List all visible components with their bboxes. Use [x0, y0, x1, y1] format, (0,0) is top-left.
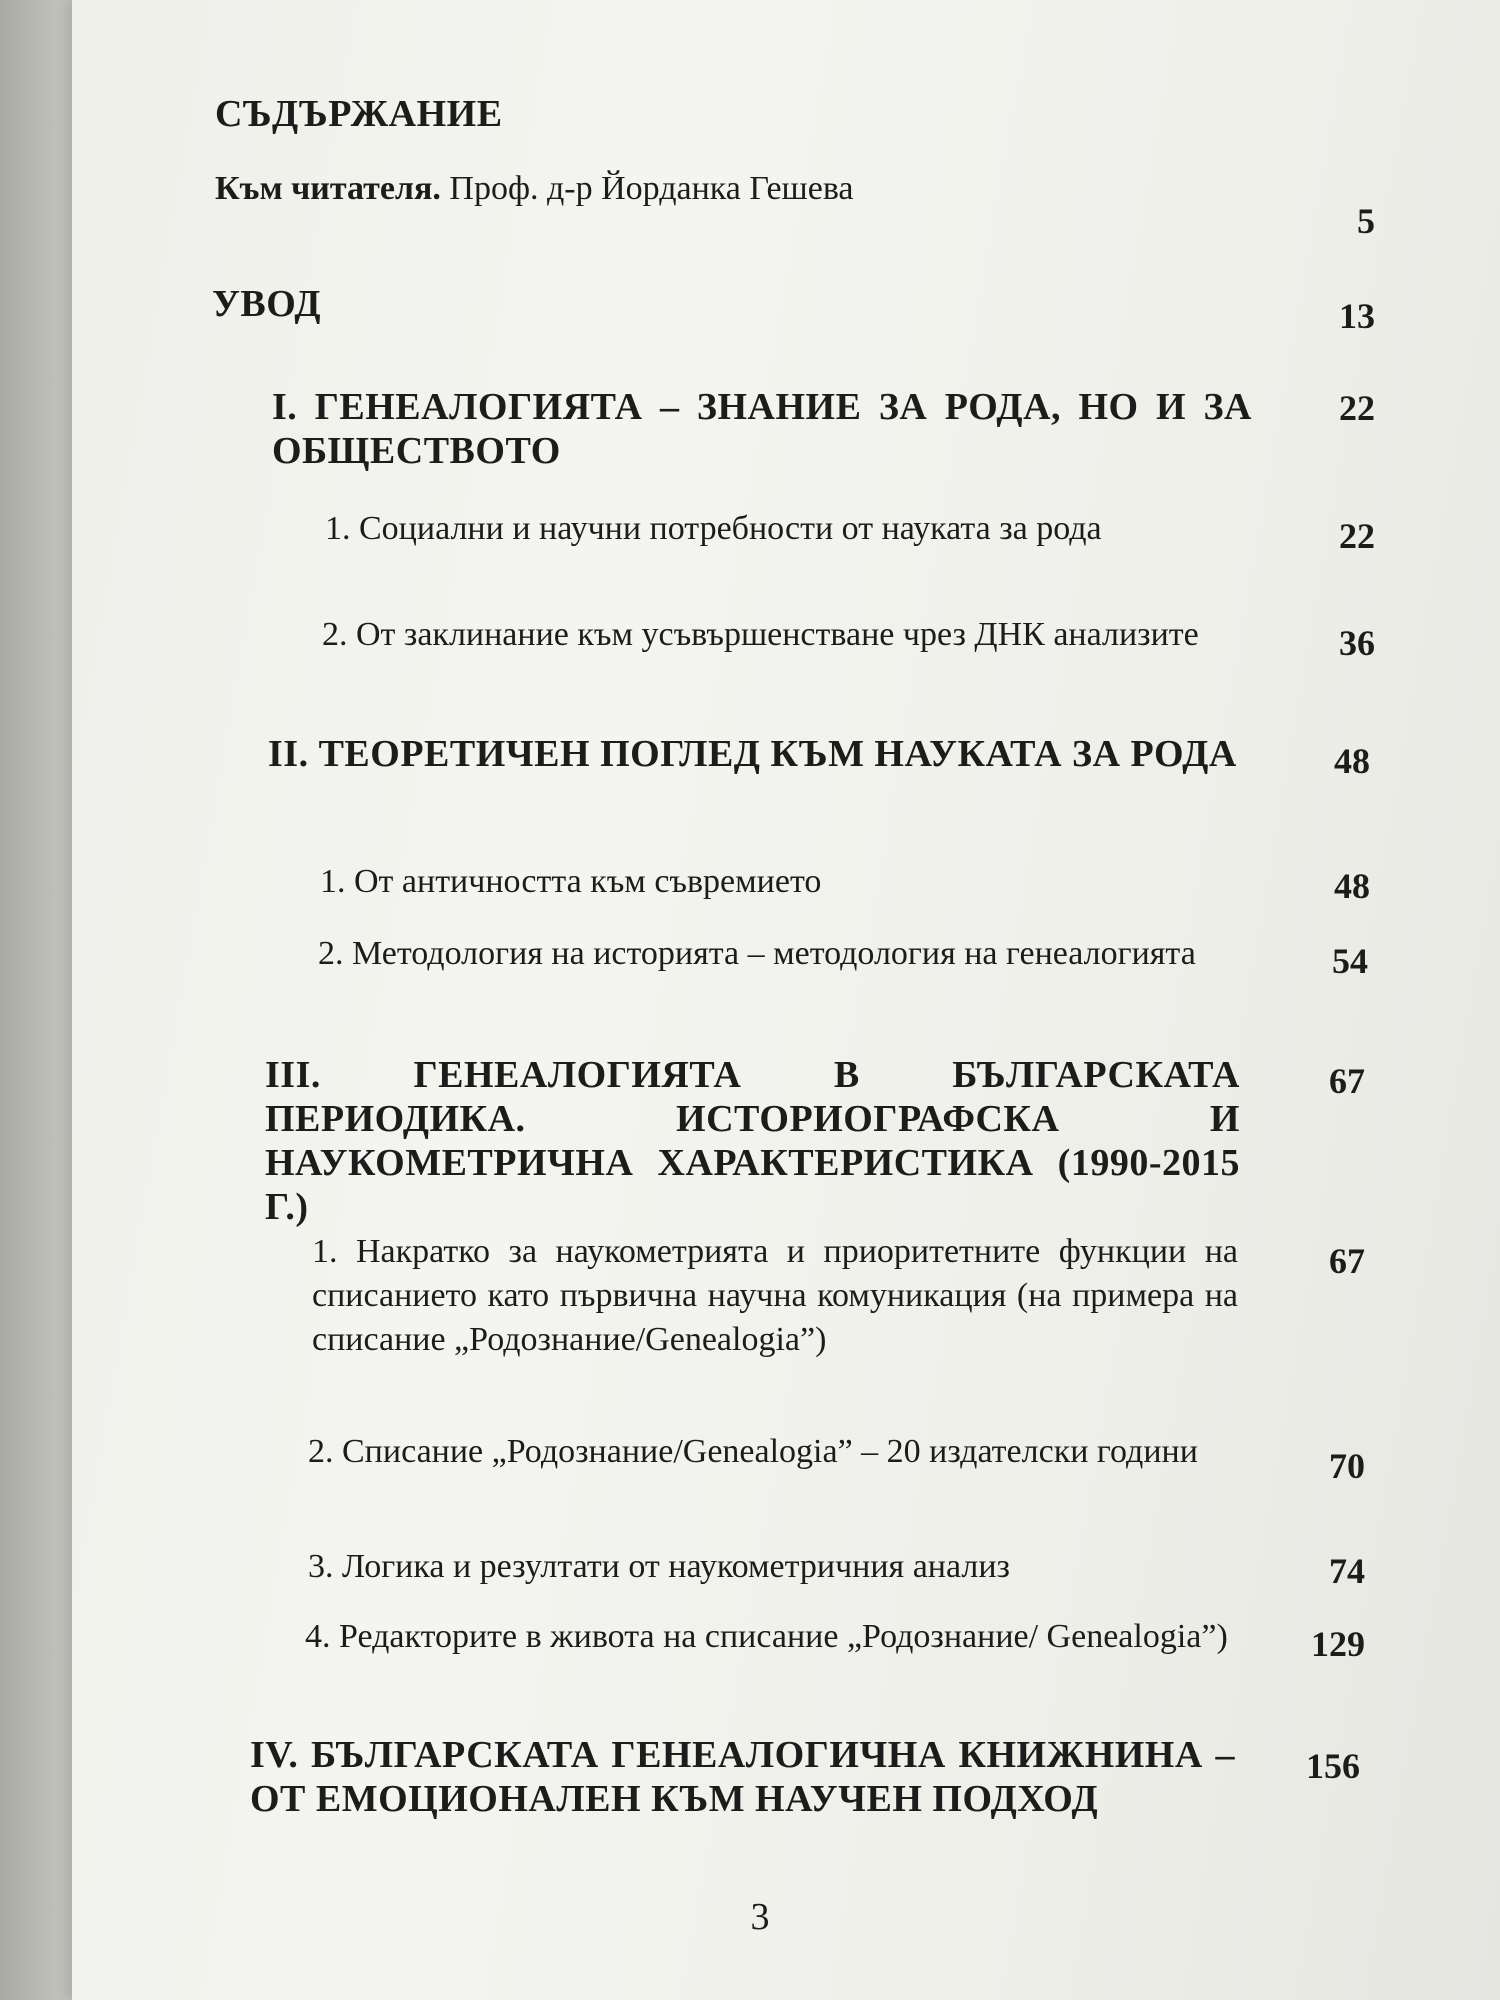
- page-number: 3: [750, 1896, 770, 1938]
- toc-entry-page: 54: [1332, 941, 1368, 981]
- toc-entry-chapter-1: [272, 385, 1252, 473]
- toc-entry-page: 67: [1329, 1061, 1365, 1101]
- toc-entry-text: 1. От античността към съвремието: [320, 863, 822, 900]
- toc-entry-section-2-2: [318, 932, 1242, 975]
- toc-entry-page: 67: [1329, 1241, 1365, 1281]
- toc-entry-page: 129: [1311, 1624, 1365, 1664]
- toc-entry-page: 22: [1339, 516, 1375, 556]
- toc-entry-page: 156: [1306, 1746, 1360, 1786]
- toc-intro-page: 13: [1339, 296, 1375, 336]
- toc-reader-entry: [215, 170, 854, 208]
- toc-entry-section-3-3: [308, 1545, 1238, 1588]
- toc-entry-text: 4. Редакторите в живота на списание „Родознание/ Genealogia”): [305, 1618, 1228, 1655]
- toc-entry-page: 48: [1334, 866, 1370, 906]
- toc-entry-page: 74: [1329, 1551, 1365, 1591]
- toc-entry-text: 1. Социални и научни потребности от науката за рода: [325, 510, 1102, 547]
- toc-entry-text: III. ГЕНЕАЛОГИЯТА В БЪЛГАРСКАТА ПЕРИОДИКА. ИСТОРИОГРАФСКА И НАУКОМЕТРИЧНА ХАРАКТЕРИСТИКА (1990-2015 Г.): [265, 1054, 1240, 1228]
- toc-entry-section-3-2: [308, 1430, 1238, 1473]
- toc-entry-chapter-2: [268, 732, 1246, 776]
- toc-intro-label: УВОД: [212, 283, 322, 325]
- toc-reader-page: 5: [1357, 201, 1375, 241]
- toc-entry-section-2-1: [320, 860, 1240, 903]
- toc-entry-section-3-1: [312, 1230, 1238, 1362]
- toc-entry-text: 2. От заклинание към усъвършенстване чрез ДНК анализите: [322, 616, 1199, 653]
- page-gutter-shadow: [0, 0, 72, 2000]
- toc-entry-page: 48: [1334, 741, 1370, 781]
- toc-entry-chapter-4: [250, 1733, 1235, 1821]
- toc-entry-text: 2. Методология на историята – методология на генеалогията: [318, 935, 1196, 972]
- toc-title: СЪДЪРЖАНИЕ: [215, 93, 503, 135]
- toc-entry-chapter-3: [265, 1053, 1240, 1229]
- toc-reader-label: Към читателя.: [215, 170, 441, 207]
- toc-entry-text: IV. БЪЛГАРСКАТА ГЕНЕАЛОГИЧНА КНИЖНИНА – ОТ ЕМОЦИОНАЛЕН КЪМ НАУЧЕН ПОДХОД: [250, 1734, 1235, 1820]
- toc-entry-section-1-2: [322, 613, 1248, 656]
- toc-entry-text: 3. Логика и резултати от наукометричния анализ: [308, 1548, 1010, 1585]
- toc-entry-page: 36: [1339, 623, 1375, 663]
- toc-entry-text: 1. Накратко за наукометрията и приоритетните функции на списанието като първична научна комуникация (на примера на списание „Родознание/Genealogia”): [312, 1233, 1238, 1358]
- toc-reader-author: Проф. д-р Йорданка Гешева: [440, 170, 854, 207]
- toc-entry-text: I. ГЕНЕАЛОГИЯТА – ЗНАНИЕ ЗА РОДА, НО И ЗА ОБЩЕСТВОТО: [272, 386, 1252, 472]
- toc-entry-section-3-4: [305, 1615, 1240, 1658]
- toc-entry-page: 70: [1329, 1446, 1365, 1486]
- toc-entry-text: 2. Списание „Родознание/Genealogia” – 20 издателски години: [308, 1433, 1198, 1470]
- toc-entry-page: 22: [1339, 388, 1375, 428]
- toc-entry-section-1-1: [325, 507, 1250, 550]
- toc-entry-text: II. ТЕОРЕТИЧЕН ПОГЛЕД КЪМ НАУКАТА ЗА РОДА: [268, 733, 1237, 775]
